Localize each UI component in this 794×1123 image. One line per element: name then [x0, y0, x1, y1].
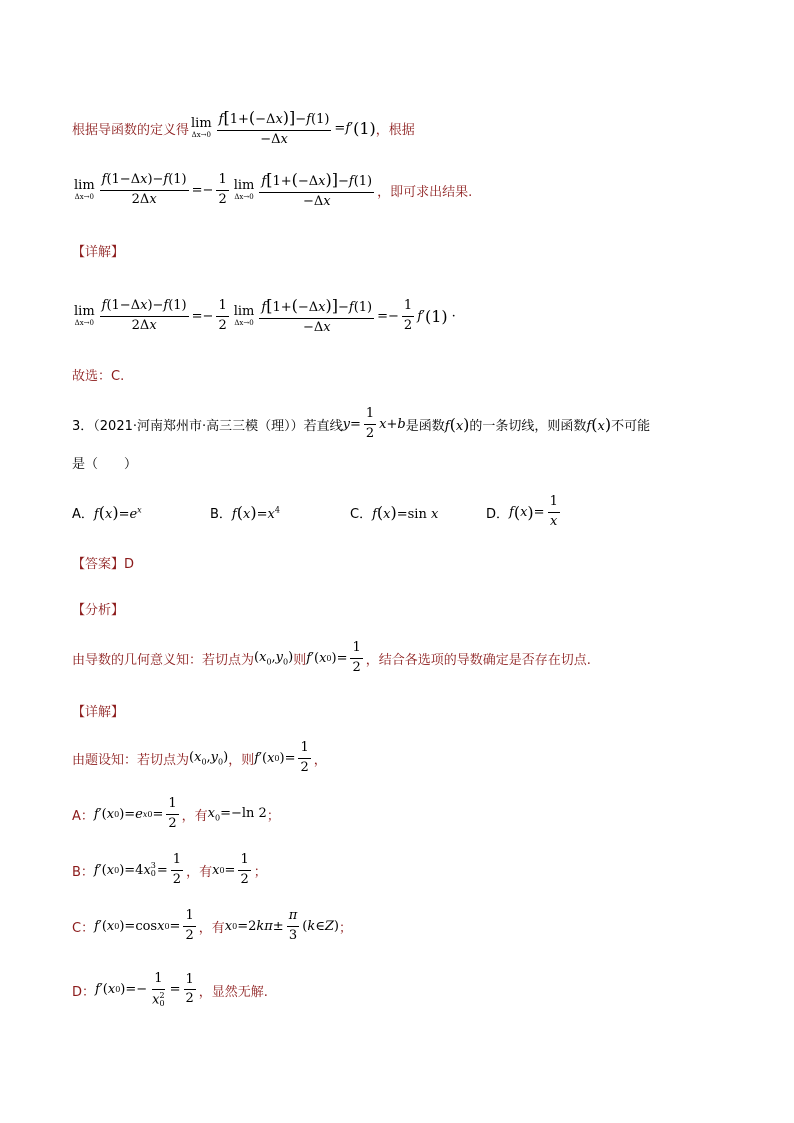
option-a-formula: $f(x)=e^x$ [93, 502, 142, 522]
option-c[interactable] [350, 503, 486, 522]
case-c-line [72, 906, 352, 946]
given-text-1: 由题设知：若切点为 [72, 752, 190, 768]
detail-heading-1 [72, 240, 124, 260]
options-row [72, 494, 563, 530]
option-a-label: A． [72, 506, 94, 522]
analysis-line [72, 638, 591, 678]
case-a-formula: f ′( x 0 )= e x0 = $\frac{1}{2}$ [93, 796, 177, 831]
detail-heading-2-text: 【详解】 [72, 704, 125, 720]
case-a-end: ； [266, 808, 280, 824]
intro-line-2 [72, 164, 472, 216]
case-a-label: A： [72, 808, 94, 824]
question-line-1 [72, 404, 650, 444]
option-b[interactable] [210, 503, 350, 522]
given-text-2: ，则 [228, 752, 255, 768]
question-mid-2: 的一条切线，则函数 [469, 418, 587, 434]
case-c-mid: ，有 [198, 920, 225, 936]
question-line-2-text: 是（ ） [72, 456, 138, 472]
formula-detail: lim Δx→0 $\frac{f(1-\Delta x)-f(1)}{2\Delta x}$ =− $\frac{1}{2}$ lim Δx→0 $\frac{f[1+(-\Delta x)]-f(1)}{-\Delta x}$ =− $\frac{1}{2}$ f ′ (1) [74, 296, 448, 335]
case-d-formula: f ′( x 0 )=− 1 x 2 0 = $\frac{1}{2}$ [95, 971, 194, 1008]
case-a-result: $x_0=-\ln$ 2 [207, 805, 267, 823]
case-d-end: ，显然无解. [198, 984, 268, 1000]
analysis-text-2: 则 [293, 652, 307, 668]
formula-tangent-line: y = $\frac{1}{2}$ x + b [342, 406, 406, 441]
detail-end-dot: · [451, 308, 456, 324]
answer-text: 【答案】D [72, 556, 135, 572]
detail-formula-line [72, 290, 456, 342]
detail-heading-2 [72, 700, 124, 720]
case-c-formula: f ′( x 0 )=cos x 0 = $\frac{1}{2}$ [94, 908, 194, 943]
question-line-2 [72, 452, 137, 472]
case-c-label: C： [72, 920, 95, 936]
case-a-mid: ，有 [181, 808, 208, 824]
analysis-heading [72, 598, 124, 618]
case-b-label: B： [72, 864, 94, 880]
case-b-formula: f ′( x 0 )=4 x 3 0 = $\frac{1}{2}$ [93, 852, 182, 887]
case-d-line [72, 966, 268, 1014]
analysis-text-3: ，结合各选项的导数确定是否存在切点. [365, 652, 591, 668]
intro-text-2: ，根据 [375, 122, 415, 138]
question-number-text: 3．（2021·河南郑州市·高三三模（理））若直线 [72, 418, 343, 434]
intro-text-1: 根据导函数的定义得 [72, 122, 190, 138]
case-b-result: x 0 = $\frac{1}{2}$ [212, 852, 249, 887]
option-d-formula: f ( x ) = $\frac{1}{x}$ [509, 494, 558, 529]
analysis-heading-text: 【分析】 [72, 602, 125, 618]
choice-text: 故选：C. [72, 368, 125, 384]
question-mid-3: 不可能 [611, 418, 651, 434]
question-mid-1: 是函数 [405, 418, 445, 434]
option-c-label: C． [350, 506, 373, 522]
option-b-label: B． [210, 506, 232, 522]
case-d-label: D： [72, 984, 96, 1000]
intro-text-3: ，即可求出结果. [377, 184, 473, 200]
detail-heading-1-text: 【详解】 [72, 244, 125, 260]
case-c-end: ； [338, 920, 352, 936]
case-b-end: ； [253, 864, 267, 880]
option-a[interactable] [72, 503, 210, 522]
choice-line [72, 364, 124, 384]
case-a-line [72, 794, 280, 834]
option-b-formula: $f(x)=x^4$ [231, 502, 280, 522]
formula-derivative-half-1: f ′( x 0 )= $\frac{1}{2}$ [306, 640, 361, 675]
option-d-label: D． [486, 506, 510, 522]
formula-point-2: $(x_0,y_0)$ [189, 749, 229, 767]
answer-line [72, 552, 134, 572]
given-line [72, 738, 327, 778]
case-b-line [72, 850, 267, 890]
option-d[interactable] [486, 495, 563, 529]
option-c-formula: f(x)=sin x [372, 502, 439, 522]
given-text-3: ， [313, 752, 327, 768]
case-c-result: x 0 =2 kπ ± $\frac{\pi}{3}$ ( k ∈ Z ) [224, 908, 339, 943]
formula-limit-transform: lim Δx→0 $\frac{f(1-\Delta x)-f(1)}{2\Delta x}$ =− $\frac{1}{2}$ lim Δx→0 $\frac{f[1+(-\Delta x)]-f(1)}{-\Delta x}$ [74, 170, 373, 209]
formula-fx-1: f(x) [444, 414, 470, 434]
formula-derivative-half-2: f ′( x 0 )= $\frac{1}{2}$ [254, 740, 309, 775]
intro-line-1 [72, 104, 415, 152]
formula-point-1: $(x_0,y_0)$ [254, 649, 294, 667]
formula-limit-definition: lim Δx→0 $\frac{f[1+(-\Delta x)]-f(1)}{-\Delta x}$ = f ′ (1) [191, 108, 376, 147]
analysis-text-1: 由导数的几何意义知：若切点为 [72, 652, 255, 668]
case-b-mid: ，有 [186, 864, 213, 880]
formula-fx-2: f(x) [586, 414, 612, 434]
